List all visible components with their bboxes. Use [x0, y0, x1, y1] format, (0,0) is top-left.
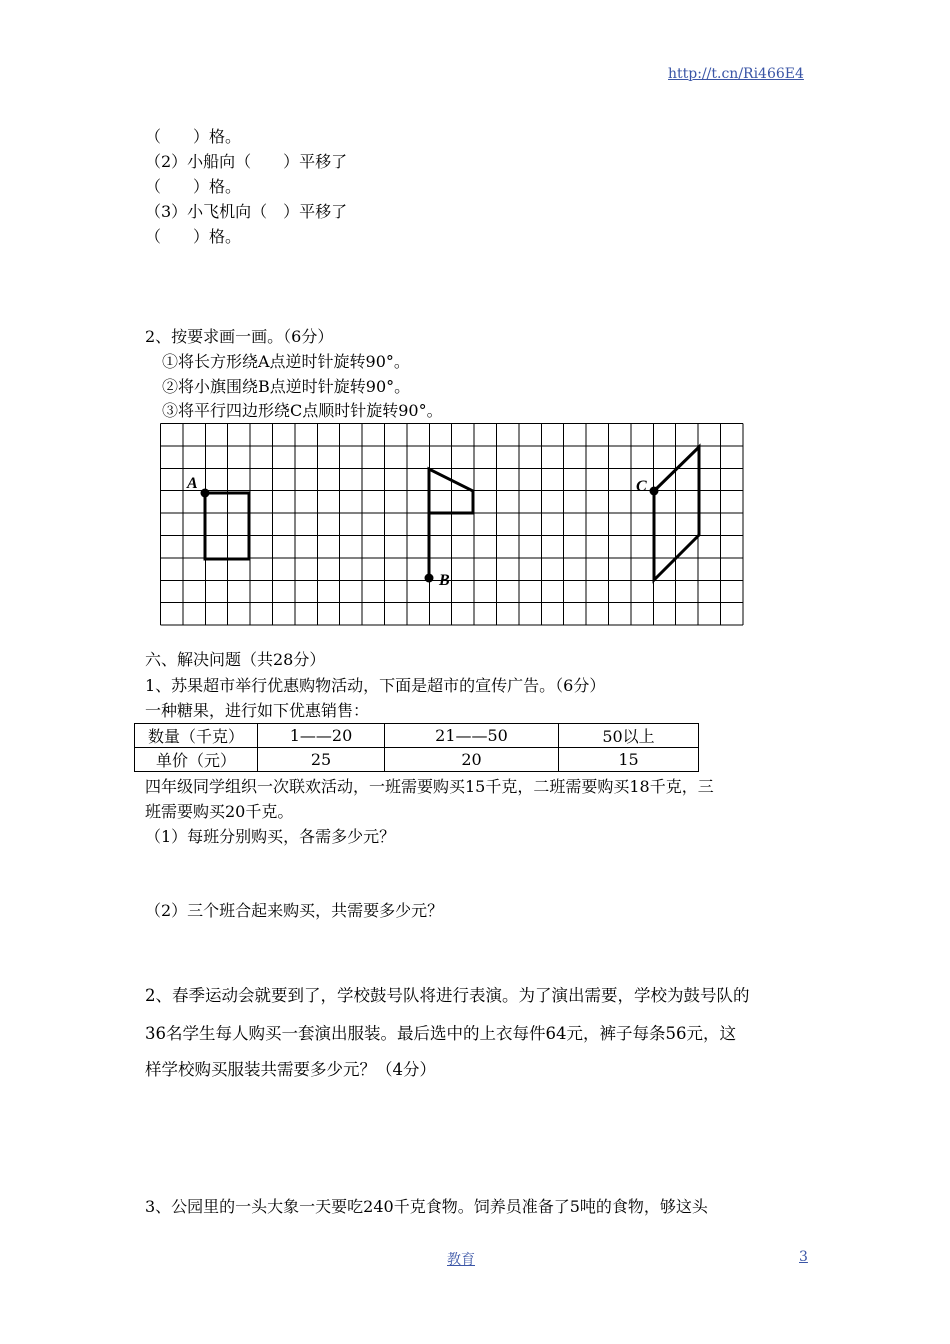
point-c-dot	[650, 487, 659, 496]
answer-line-plane: （3）小飞机向（ ）平移了	[145, 202, 348, 221]
q2-item-2: ②将小旗围绕B点逆时针旋转90°。	[162, 377, 411, 396]
s6-q1-sub1: （1）每班分别购买，各需多少元？	[145, 827, 396, 846]
s6-q1-title: 1、苏果超市举行优惠购物活动，下面是超市的宣传广告。（6分）	[145, 676, 606, 695]
s6-q1-intro: 一种糖果，进行如下优惠销售：	[145, 701, 370, 720]
q2-title: 2、按要求画一画。（6分）	[145, 327, 334, 346]
table-row	[135, 748, 699, 772]
table-cell: 数量（千克）	[135, 724, 258, 748]
s6-q2-line-1: 2、春季运动会就要到了，学校鼓号队将进行表演。为了演出需要，学校为鼓号队的	[145, 986, 750, 1005]
answer-line-3: （ ）格。	[145, 177, 242, 196]
section6-title: 六、解决问题（共28分）	[145, 650, 326, 669]
point-b-label: B	[439, 572, 450, 589]
table-cell: 50以上	[559, 724, 699, 748]
answer-line-boat: （2）小船向（ ）平移了	[145, 152, 348, 171]
s6-q2-line-2: 36名学生每人购买一套演出服装。最后选中的上衣每件64元，裤子每条56元，这	[145, 1024, 736, 1043]
table-cell: 15	[559, 748, 699, 772]
s6-q1-text-2: 班需要购买20千克。	[145, 802, 294, 821]
s6-q2-line-3: 样学校购买服装共需要多少元？（4分）	[145, 1060, 436, 1079]
flag-shape	[429, 469, 473, 578]
table-cell: 20	[385, 748, 559, 772]
header-url-link[interactable]: http://t.cn/Ri466E4	[668, 66, 804, 82]
point-b-dot	[425, 574, 434, 583]
rotation-grid-figure	[160, 423, 744, 627]
footer-page-number: 3	[799, 1249, 808, 1265]
s6-q1-sub2: （2）三个班合起来购买，共需要多少元？	[145, 901, 444, 920]
point-a-label: A	[187, 475, 198, 492]
answer-line-1: （ ）格。	[145, 127, 242, 146]
footer-center-link[interactable]: 教育	[447, 1252, 475, 1268]
q2-item-3: ③将平行四边形绕C点顺时针旋转90°。	[162, 401, 443, 420]
table-cell: 25	[258, 748, 385, 772]
table-cell: 1——20	[258, 724, 385, 748]
point-c-label: C	[636, 478, 647, 495]
rectangle-shape	[205, 493, 249, 559]
price-table	[134, 723, 699, 772]
point-a-dot	[201, 489, 210, 498]
answer-line-5: （ ）格。	[145, 227, 242, 246]
s6-q1-text-1: 四年级同学组织一次联欢活动，一班需要购买15千克，二班需要购买18千克，三	[145, 777, 714, 796]
table-row	[135, 724, 699, 748]
s6-q3-line: 3、公园里的一头大象一天要吃240千克食物。饲养员准备了5吨的食物，够这头	[145, 1197, 708, 1216]
q2-item-1: ①将长方形绕A点逆时针旋转90°。	[162, 352, 410, 371]
table-cell: 21——50	[385, 724, 559, 748]
table-cell: 单价（元）	[135, 748, 258, 772]
